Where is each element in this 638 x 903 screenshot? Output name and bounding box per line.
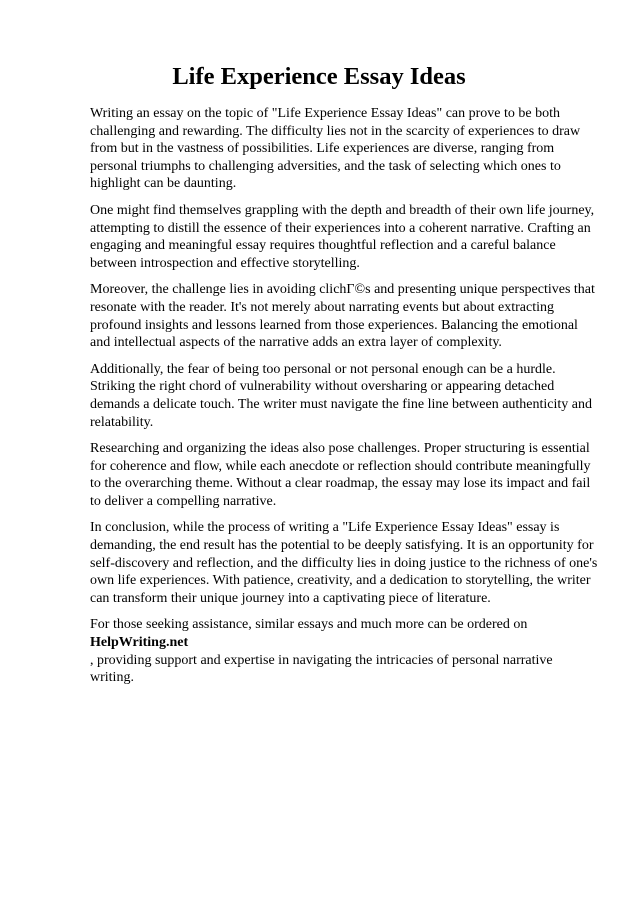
paragraph-2: One might find themselves grappling with the depth and breadth of their own life journey, attempting to distill the essence of their experiences into a coherent narrative. Crafting an engaging and meaningful essay requires thoughtful reflection and a careful balance between introspection and effective storytelling. [90,202,595,271]
document-body [90,105,600,696]
final-paragraph-outro: , providing support and expertise in navigating the intricacies of personal narrative writing. [90,652,553,686]
paragraph-1: Writing an essay on the topic of "Life Experience Essay Ideas" can prove to be both challenging and rewarding. The difficulty lies not in the scarcity of experiences to draw from but in the vastness of possibilities. Life experiences are diverse, ranging from personal triumphs to challenging adversities, and the task of selecting which ones to highlight can be daunting. [90,106,581,192]
document-title: Life Experience Essay Ideas [172,63,466,90]
paragraph-5: Researching and organizing the ideas also pose challenges. Proper structuring is essential for coherence and flow, while each anecdote or reflection should contribute meaningfully to the overarching theme. Without a clear roadmap, the essay may lose its impact and fail to deliver a compelling narrative. [90,441,591,509]
final-paragraph-intro: For those seeking assistance, similar essays and much more can be ordered on [90,617,528,633]
paragraph-3: Moreover, the challenge lies in avoiding clichГ©s and presenting unique perspectives that resonate with the reader. It's not merely about narrating events but about extracting profound insights and lessons learned from those experiences. Balancing the emotional and intellectual aspects of the narrative adds an extra layer of complexity. [90,282,595,351]
paragraph-6: In conclusion, while the process of writing a "Life Experience Essay Ideas" essay is demanding, the end result has the potential to be deeply satisfying. It is an opportunity for self-discovery and reflection, and the difficulty lies in doing justice to the richness of one's own life experiences. With patience, creativity, and a dedication to storytelling, the writer can transform their unique journey into a captivating piece of literature. [90,520,598,606]
paragraph-final [90,616,600,686]
helpwriting-link[interactable]: HelpWriting.net [90,635,189,651]
paragraph-4: Additionally, the fear of being too personal or not personal enough can be a hurdle. Striking the right chord of vulnerability without oversharing or appearing detached demands a delicate touch. The writer must navigate the fine line between authenticity and relatability. [90,361,593,430]
